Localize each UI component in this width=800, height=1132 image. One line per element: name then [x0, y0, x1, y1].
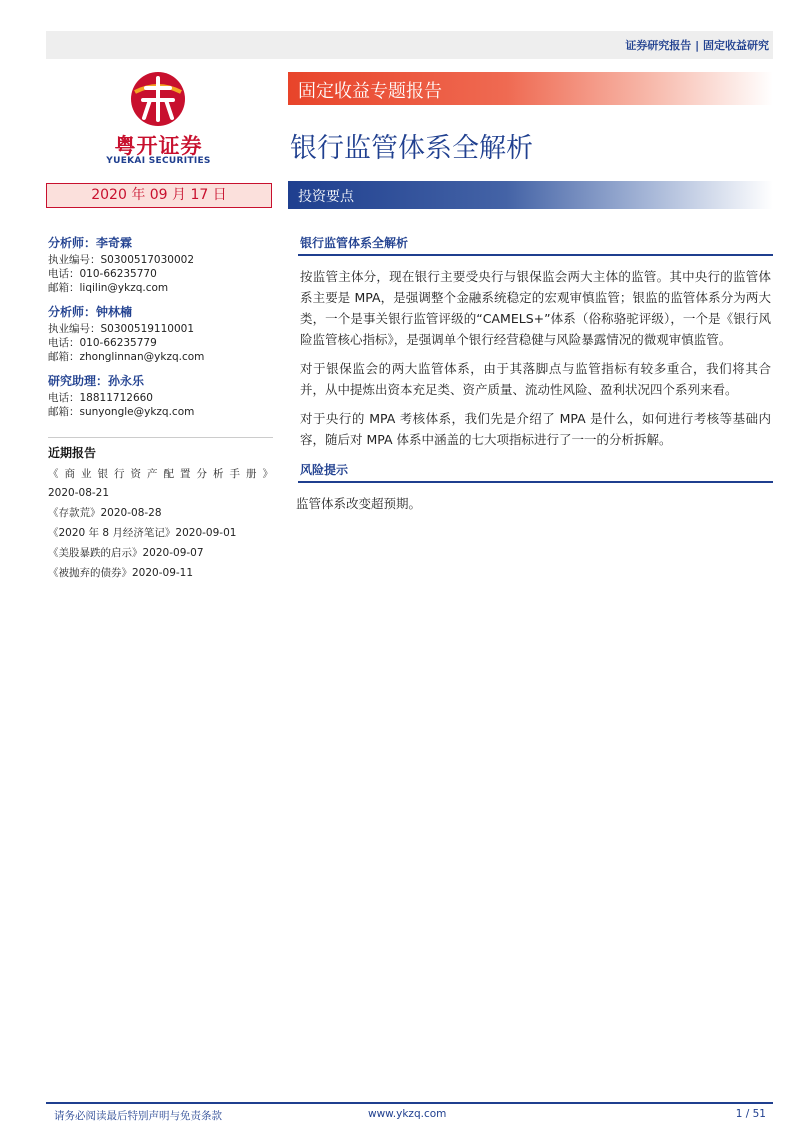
page-footer — [54, 1108, 766, 1124]
recent-reports — [48, 437, 273, 583]
recent-reports-heading: 近期报告 — [48, 446, 97, 460]
top-header-bar — [46, 31, 773, 59]
analyst-phone: 电话：18811712660 — [48, 392, 153, 404]
analyst-email: 邮箱：zhonglinnan@ykzq.com — [48, 351, 205, 363]
recent-report-item: 《商业银行资产配置分析手册》 — [48, 468, 273, 480]
page-number: 1 / 51 — [735, 1108, 766, 1120]
sidebar — [48, 234, 273, 583]
report-title: 银行监管体系全解析 — [290, 133, 533, 164]
body-paragraph: 按监管主体分，现在银行主要受央行与银保监会两大主体的监管。其中央行的监管体系主要是 MPA，是强调整个金融系统稳定的宏观审慎监管；银监的监管体系分为两大类，一个是事关银行监管评级的“CAMELS+”体系（俗称骆驼评级），一个是《银行风险监管核心指标》，是强调单个银行经营稳健与风险暴露情况的微观审慎监管。 — [300, 269, 771, 347]
analyst-license: 执业编号：S0300519110001 — [48, 323, 195, 335]
investment-highlights-label: 投资要点 — [298, 189, 354, 205]
recent-report-date: 2020-08-21 — [48, 487, 110, 499]
main-content — [298, 231, 773, 514]
report-date: 2020 年 09 月 17 日 — [46, 183, 272, 208]
report-category: 证券研究报告 | 固定收益研究 — [625, 39, 769, 52]
body-paragraph: 对于央行的 MPA 考核体系，我们先是介绍了 MPA 是什么，如何进行考核等基础内容，随后对 MPA 体系中涵盖的七大项指标进行了一一的分析拆解。 — [300, 411, 771, 447]
body-paragraph: 对于银保监会的两大监管体系，由于其落脚点与监管指标有较多重合，我们将其合并，从中提炼出资本充足类、资产质量、流动性风险、盈利状况四个系列来看。 — [300, 361, 771, 397]
analyst-block — [48, 234, 273, 295]
report-type-banner — [288, 72, 773, 105]
analyst-name: 分析师：钟林楠 — [48, 305, 133, 319]
analyst-phone: 电话：010-66235770 — [48, 268, 157, 280]
analyst-email: 邮箱：sunyongle@ykzq.com — [48, 406, 195, 418]
website-link[interactable]: www.ykzq.com — [368, 1108, 447, 1120]
recent-report-item: 《2020 年 8 月经济笔记》2020-09-01 — [48, 527, 237, 539]
analyst-block — [48, 303, 273, 364]
logo-name-cn: 粤开证券 — [114, 134, 203, 158]
report-type-label: 固定收益专题报告 — [298, 81, 442, 102]
disclaimer-link[interactable]: 请务必阅读最后特别声明与免责条款 — [54, 1110, 222, 1122]
company-logo — [96, 70, 221, 170]
analyst-name: 研究助理：孙永乐 — [48, 374, 145, 388]
logo-name-en: YUEKAI SECURITIES — [106, 156, 211, 166]
risk-heading: 风险提示 — [298, 458, 773, 483]
research-assistant-block — [48, 372, 273, 419]
recent-report-item: 《被抛弃的债券》2020-09-11 — [48, 567, 194, 579]
recent-report-item: 《美股暴跌的启示》2020-09-07 — [48, 547, 204, 559]
analyst-name: 分析师：李奇霖 — [48, 236, 133, 250]
footer-divider — [46, 1102, 773, 1104]
analyst-license: 执业编号：S0300517030002 — [48, 254, 195, 266]
logo-emblem-icon — [129, 70, 187, 128]
investment-highlights-bar — [288, 181, 773, 209]
risk-text: 监管体系改变超预期。 — [296, 496, 422, 511]
analyst-email: 邮箱：liqilin@ykzq.com — [48, 282, 169, 294]
recent-report-item: 《存款荒》2020-08-28 — [48, 507, 162, 519]
analyst-phone: 电话：010-66235779 — [48, 337, 157, 349]
section-heading: 银行监管体系全解析 — [298, 231, 773, 256]
